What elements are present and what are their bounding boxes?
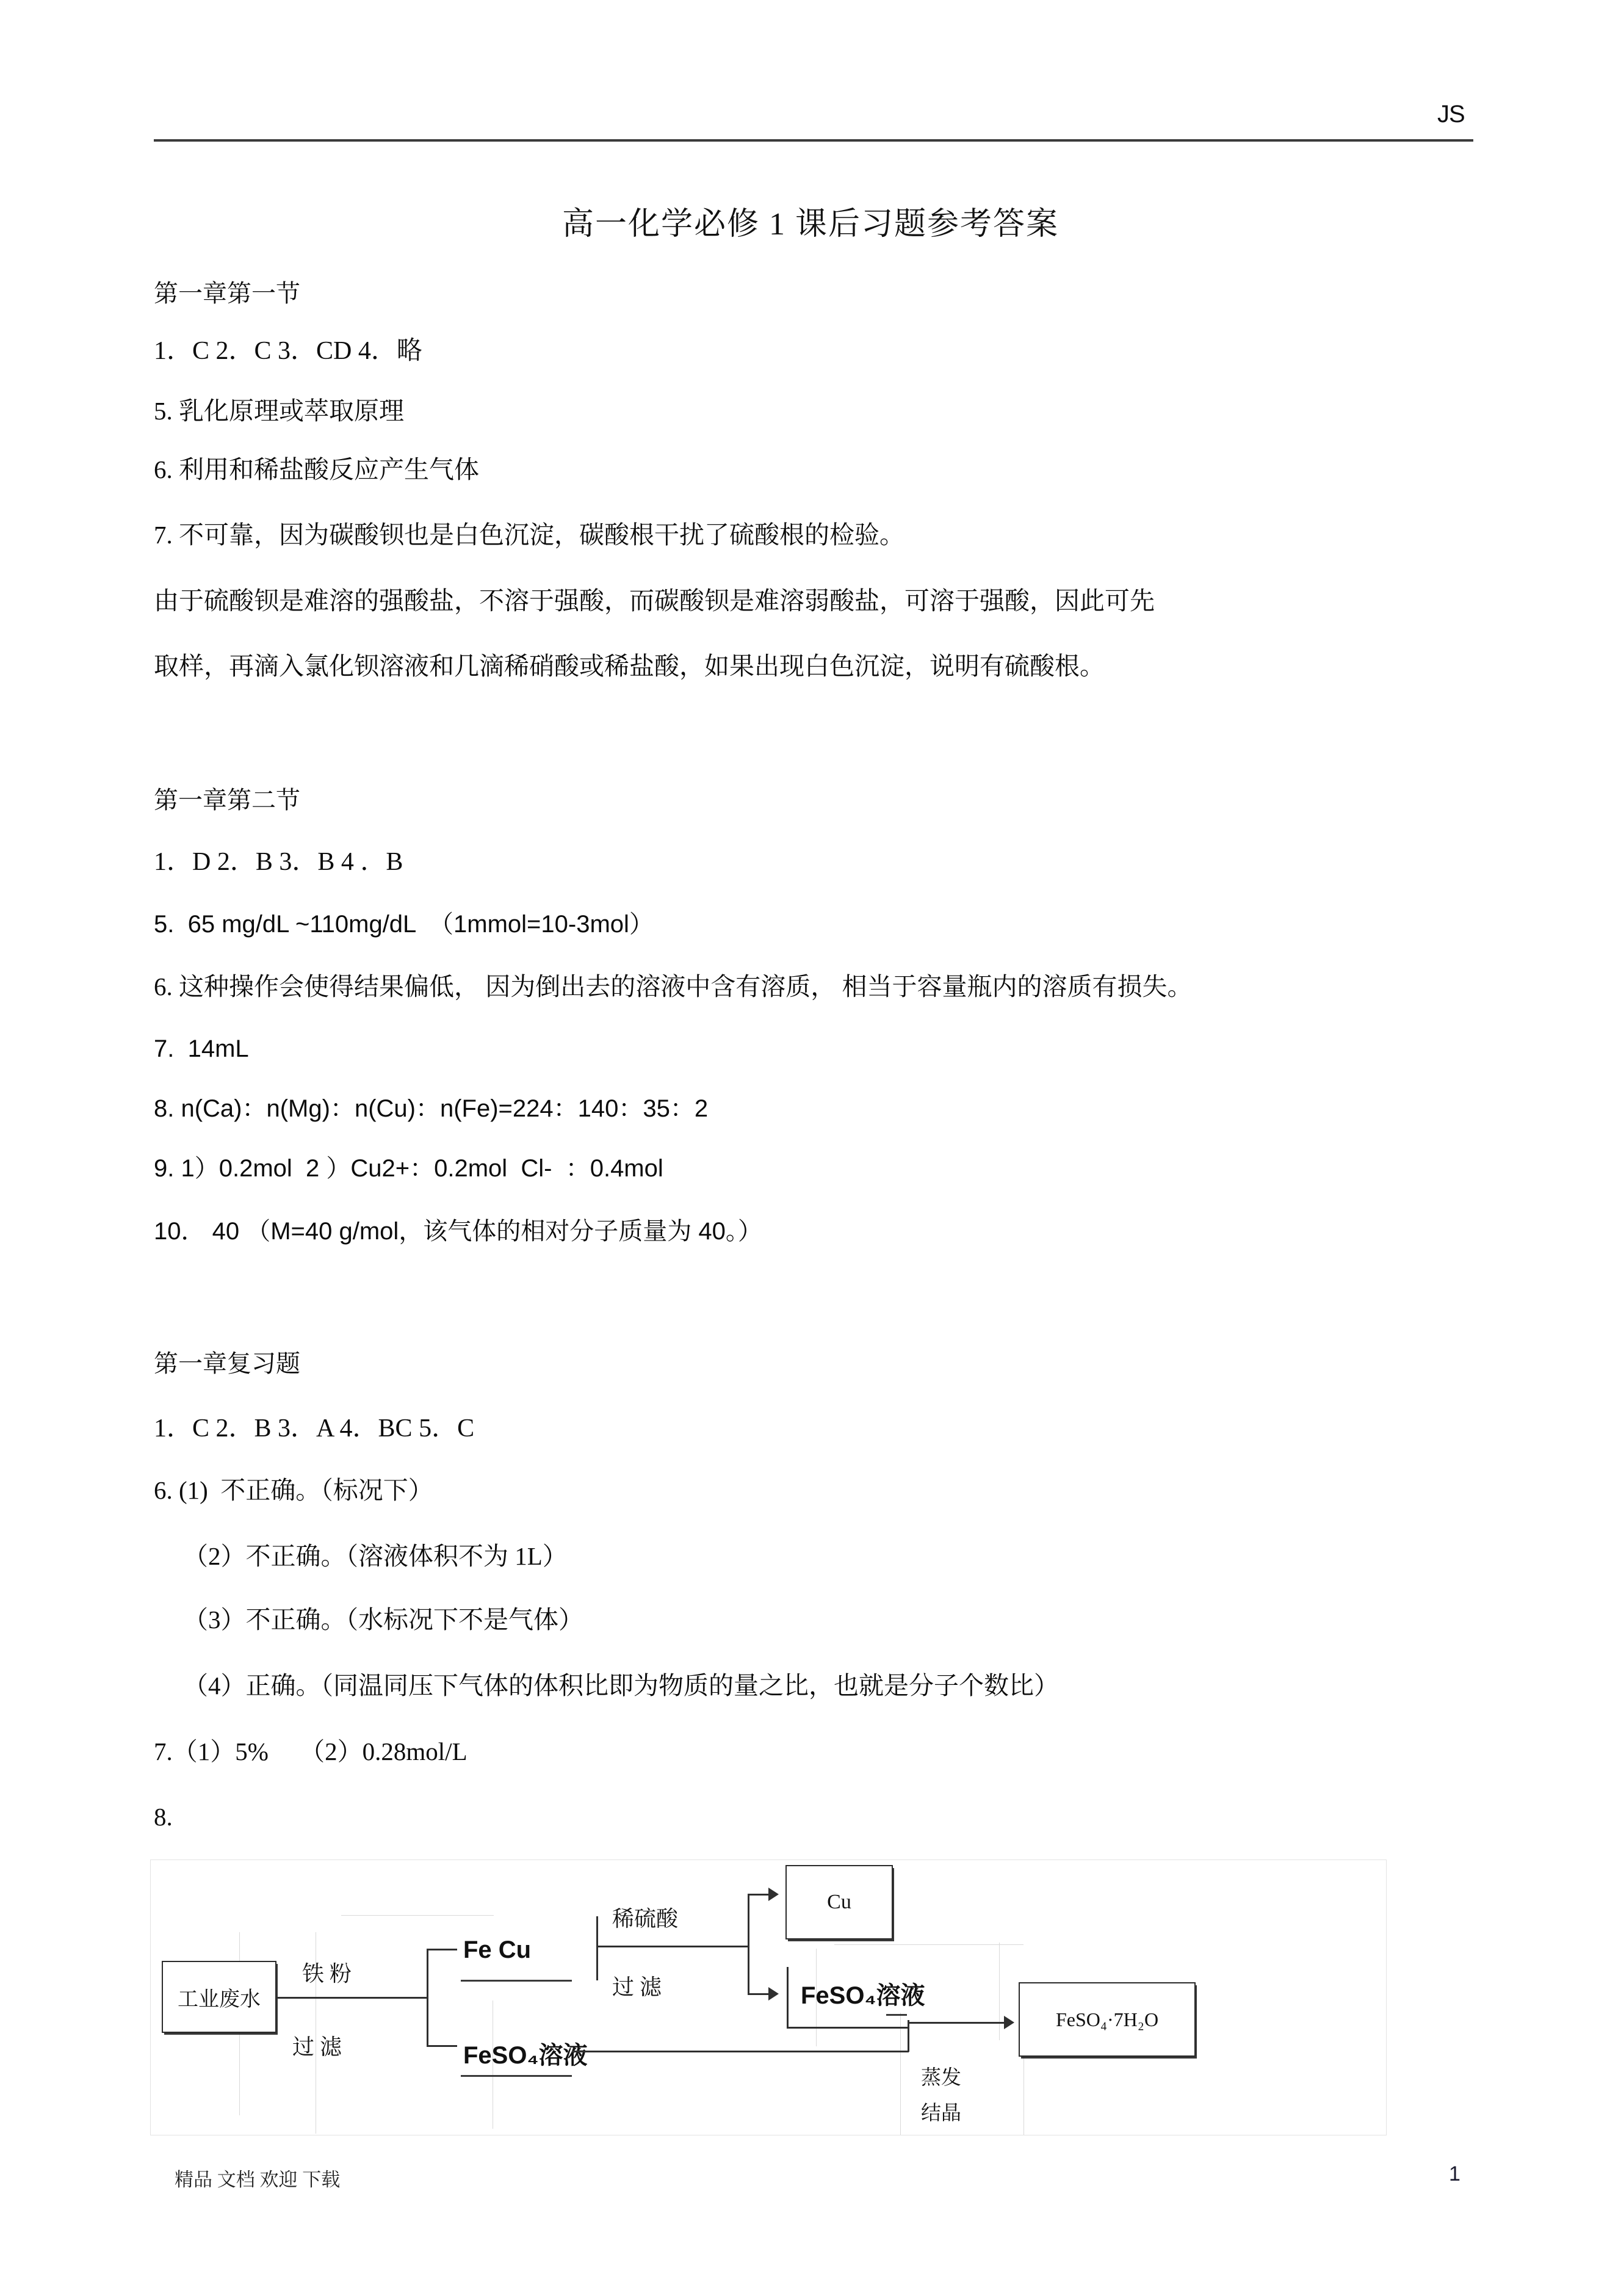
section-1-line-2: 5. 乳化原理或萃取原理 — [154, 397, 404, 425]
flow-label-crystallize: 结晶 — [921, 2102, 961, 2124]
section-2-line-3: 6. 这种操作会使得结果偏低， 因为倒出去的溶液中含有溶质， 相当于容量瓶内的溶质有损失。 — [154, 972, 1193, 1001]
connector-feso4-right-bottom — [787, 2027, 909, 2029]
connector-lower-feso4-right — [572, 2051, 909, 2052]
section-1-line-5: 由于硫酸钡是难溶的强酸盐，不溶于强酸，而碳酸钡是难溶弱酸盐，可溶于强酸，因此可先 — [154, 587, 1155, 615]
connector-split-vertical — [427, 1949, 428, 2046]
footer-note: 精品 文档 欢迎 下载 — [175, 2169, 341, 2190]
flow-box-product — [1019, 1982, 1196, 2057]
section-heading-3: 第一章复习题 — [154, 1350, 300, 1377]
connector-wastewater-to-split — [276, 1997, 428, 1999]
flow-box-industrial-wastewater — [162, 1961, 276, 2033]
flow-label-filter-2: 过 滤 — [612, 1975, 662, 1999]
flow-node-feso4-right: FeSO₄溶液 — [801, 1982, 925, 2009]
flow-label-iron-powder: 铁 粉 — [302, 1961, 352, 1986]
connector-right-split — [748, 1894, 749, 1994]
section-1-line-3: 6. 利用和稀盐酸反应产生气体 — [154, 455, 479, 483]
section-1-line-1: 1．C 2．C 3．CD 4．略 — [154, 337, 422, 365]
section-3-line-6: 7.（1）5% （2）0.28mol/L — [154, 1737, 468, 1765]
flow-box-label: 工业废水 — [178, 1988, 261, 2011]
process-flowchart — [150, 1860, 1387, 2135]
section-2-line-6: 9. 1）0.2mol 2 ）Cu2+：0.2mol Cl- ：0.4mol — [154, 1155, 663, 1182]
arrow-to-feso4-right — [768, 1987, 779, 2001]
flow-box-label: Cu — [827, 1891, 851, 1913]
connector-to-cu — [748, 1894, 770, 1896]
guide-line — [900, 2013, 901, 2135]
connector-to-fe-cu — [427, 1949, 457, 1950]
footer-page-number: 1 — [1449, 2162, 1460, 2186]
connector-fecu-right — [596, 1946, 749, 1947]
flow-label-evaporate: 蒸发 — [921, 2067, 961, 2089]
guide-line — [999, 1943, 1000, 2040]
connector-to-product — [908, 2022, 1005, 2024]
section-2-line-4: 7. 14mL — [154, 1035, 249, 1062]
flow-node-feso4-right-underline — [886, 2014, 907, 2016]
arrow-to-cu — [768, 1888, 779, 1901]
flow-node-feso4-lower: FeSO₄溶液 — [463, 2042, 588, 2069]
flow-box-label: FeSO₄·7H₂O — [1055, 2008, 1159, 2030]
flow-node-fe-cu-underline — [461, 1980, 572, 1982]
section-3-line-5: （4）正确。（同温同压下气体的体积比即为物质的量之比，也就是分子个数比） — [183, 1671, 1059, 1700]
section-3-line-4: （3）不正确。（水标况下不是气体） — [183, 1606, 583, 1634]
section-heading-2: 第一章第二节 — [154, 786, 300, 814]
connector-to-feso4-lower — [427, 2045, 457, 2047]
section-2-line-5: 8. n(Ca)：n(Mg)：n(Cu)：n(Fe)=224：140：35：2 — [154, 1095, 709, 1122]
section-3-line-1: 1．C 2．B 3．A 4．BC 5．C — [154, 1414, 475, 1443]
section-3-line-7: 8. — [154, 1803, 173, 1831]
flow-node-fe-cu: Fe Cu — [463, 1936, 532, 1963]
section-1-line-4: 7. 不可靠，因为碳酸钡也是白色沉淀，碳酸根干扰了硫酸根的检验。 — [154, 521, 904, 549]
section-1-line-6: 取样，再滴入氯化钡溶液和几滴稀硝酸或稀盐酸，如果出现白色沉淀，说明有硫酸根。 — [154, 652, 1105, 680]
section-3-line-2: 6. (1) 不正确。（标况下） — [154, 1476, 433, 1504]
flow-label-dilute-sulfuric-acid: 稀硫酸 — [612, 1907, 679, 1931]
section-3-line-3: （2）不正确。（溶液体积不为 1L） — [183, 1542, 568, 1570]
section-2-line-2: 5. 65 mg/dL ~110mg/dL （1mmol=10-3mol） — [154, 911, 654, 938]
header-rule — [154, 139, 1473, 142]
connector-fecu-vertical — [596, 1916, 598, 1980]
guide-line — [834, 1944, 1024, 1945]
section-2-line-1: 1．D 2．B 3．B 4 ．B — [154, 848, 403, 876]
flow-node-feso4-lower-underline — [461, 2075, 572, 2077]
header-mark: JS — [1437, 101, 1465, 128]
section-heading-1: 第一章第一节 — [154, 280, 300, 307]
connector-feso4-right-left-edge — [787, 1967, 789, 2028]
arrow-to-product — [1004, 2016, 1014, 2029]
connector-merge-vertical — [908, 2020, 909, 2052]
guide-line — [341, 1915, 494, 1916]
section-2-line-7: 10． 40 （M=40 g/mol，该气体的相对分子质量为 40。） — [154, 1218, 762, 1245]
flow-box-cu — [785, 1865, 893, 1939]
page-title: 高一化学必修 1 课后习题参考答案 — [561, 207, 1059, 242]
flow-label-filter-1: 过 滤 — [292, 2035, 342, 2059]
connector-to-feso4-right — [748, 1993, 770, 1995]
